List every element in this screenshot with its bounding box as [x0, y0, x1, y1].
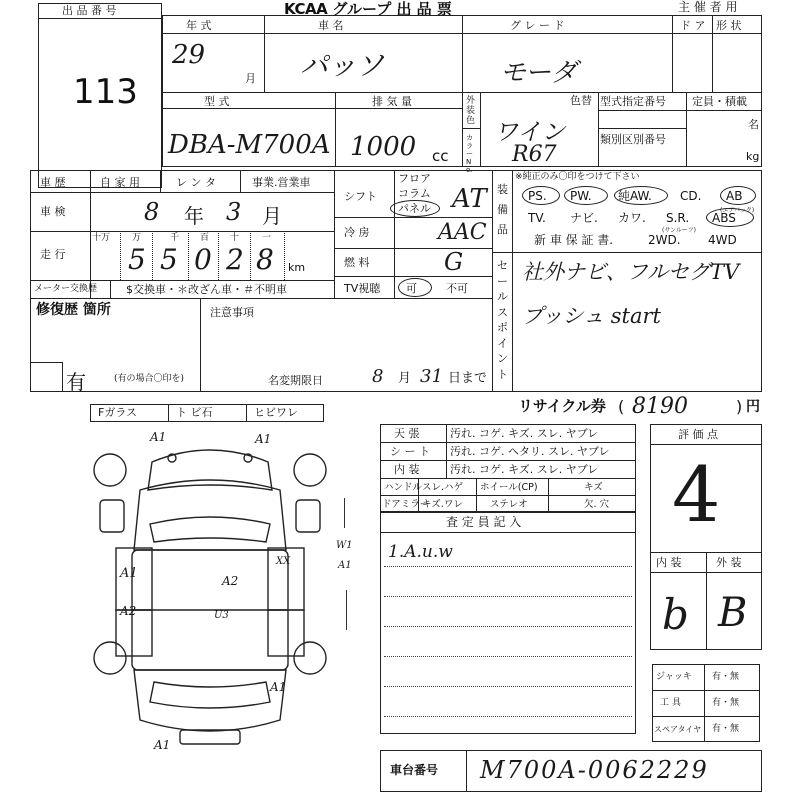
- interior-trim-label: 内 装: [394, 463, 420, 476]
- interior-ceiling-label: 天 張: [394, 427, 420, 440]
- tv-label: TV視聴: [344, 282, 381, 295]
- lot-label: 出 品 番 号: [62, 4, 117, 17]
- equip-4wd: 4WD: [708, 233, 737, 247]
- capacity-unit-kg: kg: [746, 150, 760, 163]
- sales-point-line1: 社外ナビ、フルセグTV: [522, 260, 740, 284]
- shift-option-column: コラム: [398, 187, 431, 200]
- brand-logo: KCAA: [284, 0, 328, 18]
- inspector-label: 査 定 員 記 入: [446, 515, 522, 529]
- damage-mark: A1: [338, 560, 352, 571]
- recycle-label: リサイクル券: [518, 397, 606, 415]
- capacity-label: 定員・積載: [692, 95, 747, 108]
- mileage-unit-10: 十: [230, 233, 240, 243]
- grade-value: モーダ: [500, 58, 577, 88]
- deadline-label: 名変期限日: [268, 374, 323, 387]
- inspection-year-unit: 年: [184, 204, 204, 228]
- deadline-month-unit: 月: [398, 371, 412, 386]
- caution-label: 注意事項: [210, 306, 254, 319]
- shift-selected-circle: [390, 200, 440, 217]
- inspection-month-unit: 月: [262, 204, 282, 228]
- damage-mark: A1: [120, 566, 138, 581]
- interior-seat-options: 汚れ. コゲ. ヘタリ. スレ. ヤブレ: [450, 445, 610, 458]
- damage-mark: W1: [336, 540, 353, 551]
- equip-abs: ABS: [712, 211, 736, 225]
- deadline-day-value: 31: [420, 366, 443, 387]
- equip-navi: ナビ.: [570, 211, 598, 225]
- inspector-note-value: 1.A.u.w: [388, 542, 453, 562]
- sales-point-side-label: セールスポイント: [497, 259, 508, 381]
- body-label: 形 状: [716, 19, 742, 32]
- exterior-score-label: 外 装: [716, 556, 742, 569]
- damage-mark: A1: [154, 738, 171, 752]
- mirror-options: キズ.ワレ: [422, 499, 463, 510]
- recycle-paren-open: (: [618, 397, 625, 416]
- shift-option-floor: フロア: [398, 172, 431, 185]
- equip-circle: [564, 186, 608, 205]
- shift-option-panel: パネル: [398, 202, 431, 215]
- type-value: DBA-M700A: [168, 130, 331, 160]
- equip-circle: [720, 186, 756, 205]
- car-diagram: [80, 430, 340, 760]
- equip-ps: PS.: [528, 189, 547, 203]
- equip-circle: [614, 186, 668, 205]
- repair-label: 修復歴 箇所: [36, 302, 111, 318]
- displacement-value: 1000: [350, 132, 417, 162]
- color-change-label: 色替: [570, 94, 592, 107]
- mileage-label: 走 行: [40, 248, 66, 261]
- mileage-digit: 5: [160, 243, 178, 276]
- mileage-digit: 8: [256, 243, 274, 276]
- capacity-unit-persons: 名: [748, 118, 759, 131]
- interior-trim-options: 汚れ. コゲ. キズ. スレ. ヤブレ: [450, 463, 599, 476]
- exterior-score-value: B: [718, 590, 748, 636]
- month-unit: 月: [245, 72, 256, 85]
- equip-circle: [706, 208, 754, 227]
- tools-label: 工 具: [660, 698, 681, 708]
- organizer-label: 主 催 者 用: [678, 0, 738, 14]
- sheet-title-text: グループ 出 品 票: [332, 0, 452, 18]
- shift-label: シフト: [344, 190, 377, 203]
- tv-option-yes: 可: [406, 282, 417, 295]
- damage-mark: A2: [120, 604, 137, 618]
- aircon-value: AAC: [438, 220, 487, 245]
- interior-score-label: 内 装: [656, 556, 682, 569]
- model-value: パッソ: [300, 49, 385, 82]
- deadline-day-unit: 日まで: [448, 371, 488, 386]
- history-label: 車 歴: [40, 176, 66, 189]
- cc-unit: cc: [432, 147, 449, 165]
- equip-sr: S.R.: [666, 211, 690, 225]
- jack-label: ジャッキ: [656, 672, 692, 682]
- repair-note: (有の場合〇印を): [114, 374, 185, 384]
- spare-yes-no: 有・無: [712, 724, 740, 734]
- aircon-label: 冷 房: [344, 226, 370, 239]
- inspection-label: 車 検: [40, 205, 66, 218]
- lot-number: 113: [73, 72, 138, 112]
- tools-yes-no: 有・無: [712, 698, 740, 708]
- damage-mark: A1: [255, 432, 272, 446]
- glass-option-front: Fガラス: [98, 406, 137, 419]
- equip-pw: PW.: [570, 189, 592, 203]
- equip-aw: 純AW.: [618, 189, 652, 203]
- equipment-side-label: 装備品: [497, 183, 508, 236]
- chassis-value: M700A-0062229: [480, 756, 709, 784]
- score-label: 評 価 点: [678, 428, 718, 441]
- year-value: 29: [172, 40, 206, 70]
- chassis-label: 車台番号: [390, 763, 439, 777]
- equip-tv: TV.: [528, 211, 546, 225]
- handle-options: スレ.ハゲ: [422, 482, 464, 493]
- damage-mark: XX: [276, 556, 291, 567]
- equip-ab-sub: (エアバック): [720, 207, 755, 214]
- deadline-month-value: 8: [372, 366, 384, 387]
- fuel-value: G: [444, 248, 464, 276]
- fuel-label: 燃 料: [344, 256, 370, 269]
- shift-value: AT: [452, 184, 487, 214]
- meter-options: $交換車・＊改ざん車・＃不明車: [126, 283, 287, 296]
- equip-cd: CD.: [680, 189, 702, 203]
- tv-selected-circle: [398, 278, 432, 297]
- equipment-note: ※純正のみ〇印をつけて下さい: [515, 172, 640, 182]
- mileage-unit-1: 一: [262, 233, 272, 243]
- jack-yes-no: 有・無: [712, 672, 740, 682]
- tv-option-no: 不可: [446, 282, 468, 295]
- stereo-options: 欠. 穴: [584, 499, 610, 510]
- damage-mark: A1: [150, 430, 167, 444]
- damage-mark: A1: [270, 680, 287, 694]
- history-option-business: 事業.営業車: [252, 176, 311, 189]
- score-value: 4: [672, 450, 721, 539]
- color-value: ワイン: [494, 118, 566, 146]
- spare-label: スペアタイヤ: [654, 725, 702, 734]
- recycle-unit: 円: [746, 399, 760, 415]
- recycle-paren-close: ): [736, 397, 743, 416]
- mileage-unit-100: 百: [200, 233, 210, 243]
- year-label: 年 式: [186, 19, 212, 32]
- mileage-digit: 2: [226, 243, 244, 276]
- wheel-label: ホイール(CP): [480, 482, 538, 493]
- history-option-private: 自 家 用: [100, 176, 140, 189]
- km-unit: km: [288, 261, 306, 274]
- equip-ab: AB: [726, 189, 743, 203]
- equip-sr-sub: (サンルーフ): [662, 227, 696, 234]
- displacement-label: 排 気 量: [372, 95, 412, 108]
- color-side-label: 外装色: [466, 96, 476, 126]
- interior-score-value: b: [662, 590, 689, 639]
- inspection-month-value: 3: [226, 198, 242, 226]
- type-cert-label: 型式指定番号: [600, 95, 666, 108]
- glass-option-crack: ヒビワレ: [254, 406, 298, 419]
- sales-point-line2: プッシュ start: [522, 304, 661, 328]
- equip-2wd: 2WD.: [648, 233, 681, 247]
- mileage-digit: 0: [194, 243, 212, 276]
- repair-value: 有: [66, 370, 86, 394]
- equip-leather: カワ.: [618, 211, 646, 225]
- interior-seat-label: シ ー ト: [390, 445, 430, 458]
- history-option-rental: レ ン タ: [176, 176, 216, 189]
- mileage-digits: [90, 231, 334, 280]
- mileage-digit: 5: [128, 243, 146, 276]
- inspection-year-value: 8: [144, 198, 160, 226]
- class-no-label: 類別区別番号: [600, 133, 666, 146]
- handle-label: ハンドル: [384, 482, 423, 493]
- stereo-label: ステレオ: [490, 499, 528, 510]
- doors-label: ド ア: [680, 19, 706, 32]
- damage-mark: A2: [222, 574, 239, 588]
- recycle-value: 8190: [632, 394, 688, 419]
- equip-circle: [522, 186, 560, 205]
- model-label: 車 名: [318, 19, 344, 32]
- color-no-side-label: カラーNo.: [466, 134, 473, 174]
- glass-option-chip: ト ビ石: [176, 406, 213, 419]
- wheel-options: キズ: [584, 482, 603, 493]
- type-label: 型 式: [204, 95, 230, 108]
- damage-mark: U3: [214, 610, 229, 621]
- interior-ceiling-options: 汚れ. コゲ. キズ. スレ. ヤブレ: [450, 427, 599, 440]
- mileage-unit-10k: 万: [132, 233, 142, 243]
- grade-label: グ レ ー ド: [510, 19, 565, 32]
- meter-label: メーター交換歴: [34, 284, 98, 294]
- mileage-unit-1k: 千: [170, 233, 180, 243]
- mileage-unit-100k: 十万: [92, 233, 111, 243]
- mirror-label: ドアミラー: [382, 499, 430, 510]
- equip-warranty: 新 車 保 証 書.: [534, 233, 614, 247]
- color-no-value: R67: [512, 142, 557, 167]
